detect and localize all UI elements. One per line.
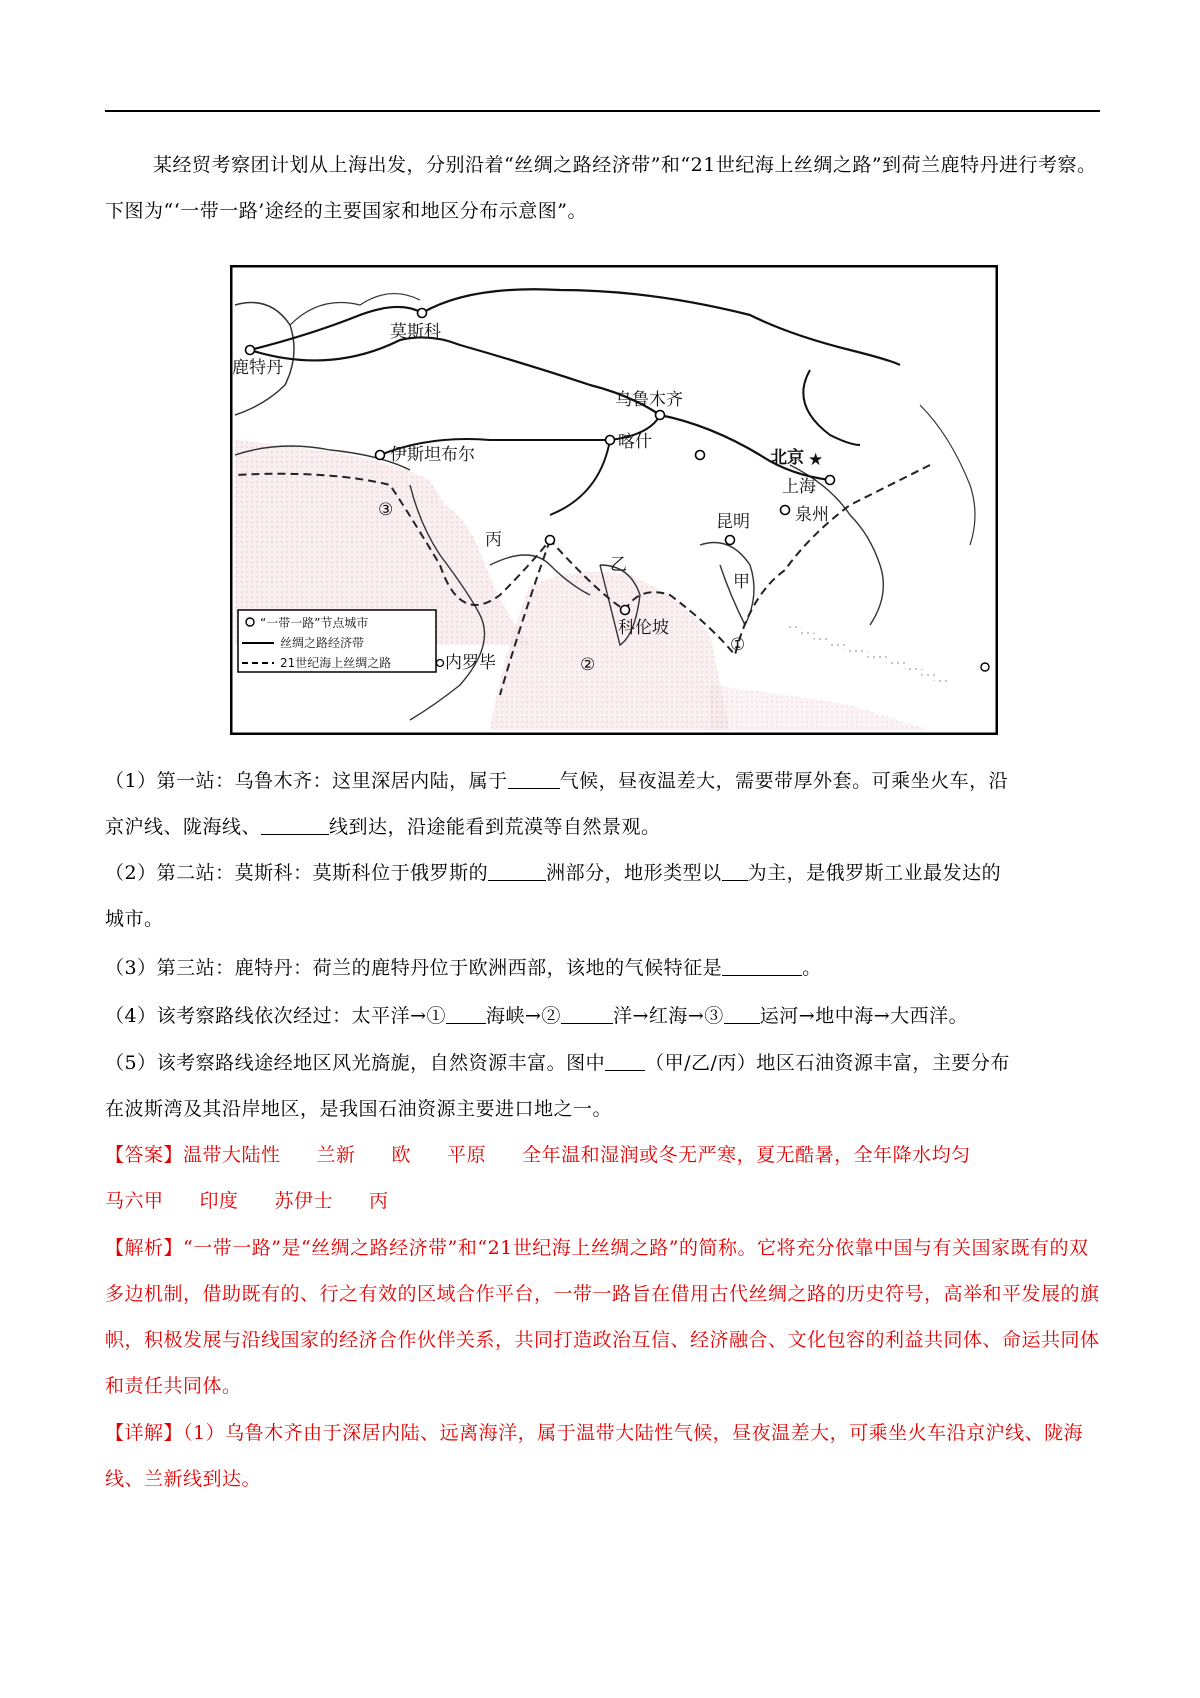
blank-q5-region[interactable] [605, 1050, 645, 1071]
label-urumqi: 乌鲁木齐 [615, 390, 683, 410]
label-shanghai: 上海 [782, 477, 816, 497]
blank-q1-railway[interactable] [261, 814, 329, 835]
kunming-node [726, 536, 735, 545]
answer-7: 印度 [199, 1190, 239, 1212]
blank-q4-ocean[interactable] [561, 1003, 613, 1024]
kashgar-node [606, 436, 615, 445]
answer-6: 马六甲 [105, 1190, 164, 1212]
region-bing: 丙 [485, 530, 502, 550]
moscow-node [418, 309, 427, 318]
gwadar-node [546, 536, 555, 545]
analysis-tag: 【解析】 [105, 1237, 184, 1259]
marker-1: ① [730, 635, 746, 655]
blank-q4-canal[interactable] [724, 1003, 760, 1024]
marker-2: ② [580, 655, 596, 675]
belt-and-road-map [230, 265, 998, 735]
beijing-star: ★ [808, 450, 824, 470]
east-node [981, 663, 989, 671]
header-rule [105, 110, 1100, 112]
intro-paragraph: 某经贸考察团计划从上海出发，分别沿着“丝绸之路经济带”和“21世纪海上丝绸之路”到荷兰鹿特丹进行考察。下图为“‘一带一路’途经的主要国家和地区分布示意图”。 [105, 154, 1097, 222]
answer-3: 欧 [391, 1144, 412, 1166]
label-kashgar: 喀什 [618, 432, 652, 452]
label-nairobi: 内罗毕 [445, 653, 496, 673]
legend-silk-road-belt: 丝绸之路经济带 [280, 636, 365, 650]
urumqi-node [656, 411, 665, 420]
marker-3: ③ [378, 500, 394, 520]
answer-5: 全年温和湿润或冬无严寒，夏无酷暑，全年降水均匀 [522, 1144, 971, 1166]
rotterdam-node [246, 346, 255, 355]
question-5: （5）该考察路线途经地区风光旖旎，自然资源丰富。图中 （甲/乙/丙）地区石油资源丰富，主要分布 在波斯湾及其沿岸地区，是我国石油资源主要进口地之一。 [105, 1052, 1010, 1120]
blank-q3-climate-feature[interactable] [722, 955, 802, 976]
colombo-node [621, 606, 630, 615]
answer-4: 平原 [447, 1144, 487, 1166]
label-moscow: 莫斯科 [390, 322, 441, 342]
question-2: （2）第二站：莫斯科：莫斯科位于俄罗斯的 洲部分，地形类型以 为主，是俄罗斯工业最发达的 城市。 [105, 862, 1002, 930]
question-3: （3）第三站：鹿特丹：荷兰的鹿特丹位于欧洲西部，该地的气候特征是 。 [105, 957, 822, 979]
istanbul-node [376, 451, 385, 460]
question-1: （1）第一站：乌鲁木齐：这里深居内陆，属于 气候，昼夜温差大，需要带厚外套。可乘坐火车，沿 京沪线、陇海线、 线到达，沿途能看到荒漠等自然景观。 [105, 770, 1009, 838]
label-rotterdam: 鹿特丹 [232, 358, 283, 378]
label-kunming: 昆明 [716, 512, 750, 532]
blank-q2-terrain[interactable] [722, 860, 748, 881]
detail-block [105, 1410, 1100, 1502]
label-beijing: 北京 [770, 448, 804, 468]
nairobi-node [437, 660, 444, 667]
answer-2: 兰新 [316, 1144, 356, 1166]
analysis-text: “一带一路”是“丝绸之路经济带”和“21世纪海上丝绸之路”的简称。它将充分依靠中国与有关国家既有的双多边机制，借助既有的、行之有效的区域合作平台，一带一路旨在借用古代丝绸之路的历史符号，高举和平发展的旗帜，积极发展与沿线国家的经济合作伙伴关系，共同打造政治互信、经济融合、文化包容的利益共同体、命运共同体和责任共同体。 [105, 1237, 1100, 1397]
answer-9: 丙 [369, 1190, 389, 1212]
region-jia: 甲 [733, 572, 750, 592]
quanzhou-node [781, 506, 790, 515]
region-yi: 乙 [610, 555, 627, 575]
detail-text: （1）乌鲁木齐由于深居内陆、远离海洋，属于温带大陆性气候，昼夜温差大，可乘坐火车沿京沪线、陇海线、兰新线到达。 [105, 1422, 1084, 1490]
label-colombo: 科伦坡 [618, 618, 669, 638]
blank-q4-strait[interactable] [446, 1003, 486, 1024]
blank-q1-climate[interactable] [508, 768, 560, 789]
label-istanbul: 伊斯坦布尔 [390, 445, 475, 465]
question-4: （4）该考察路线依次经过：太平洋→① 海峡→② 洋→红海→③ 运河→地中海→大西洋。 [105, 1005, 969, 1027]
legend-maritime-road: 21世纪海上丝绸之路 [280, 656, 392, 670]
blank-q2-continent[interactable] [488, 860, 546, 881]
detail-tag: 【详解】 [105, 1422, 184, 1444]
answer-block [105, 1132, 1100, 1224]
answer-8: 苏伊士 [274, 1190, 334, 1212]
xian-node [696, 451, 705, 460]
answer-1: 温带大陆性 [183, 1144, 281, 1166]
analysis-block [105, 1225, 1100, 1409]
label-quanzhou: 泉州 [795, 505, 829, 525]
shanghai-node [826, 476, 835, 485]
legend-node-symbol [246, 618, 254, 626]
legend-node-city: “一带一路”节点城市 [260, 616, 369, 630]
answer-tag: 【答案】 [105, 1144, 184, 1166]
